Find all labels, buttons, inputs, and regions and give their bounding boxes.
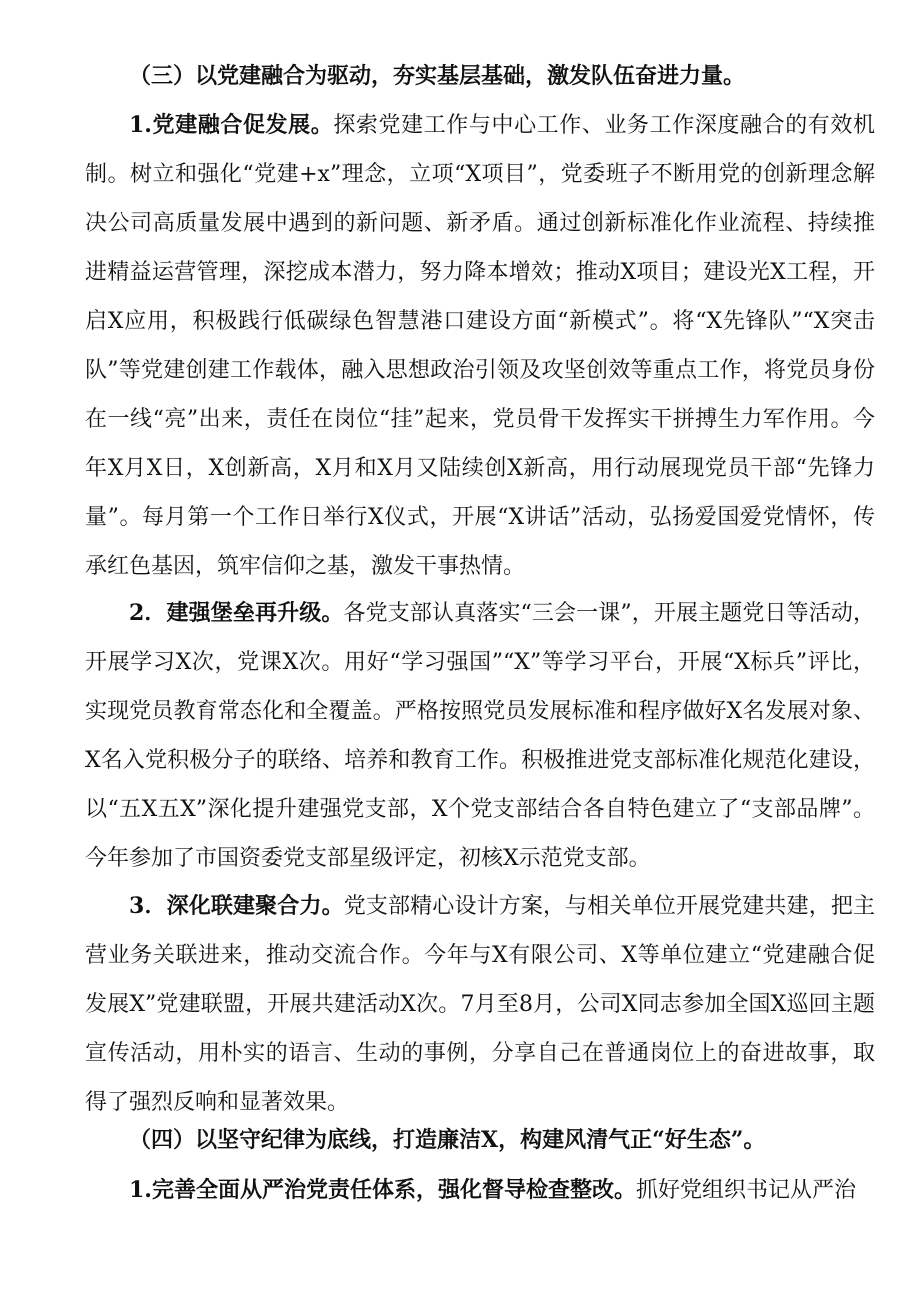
paragraph-text: 党支部精心设计方案，与相关单位开展党建共建，把主营业务关联进来，推动交流合作。今年与X有限公司、X等单位建立“党建融合促发展X”党建联盟，开展共建活动X次。7月至8月，公司X同志参加全国X巡回主题宣传活动，用朴实的语言、生动的事例，分享自己在普通岗位上的奋进故事，取得了强烈反响和显著效果。 [85, 894, 875, 1115]
paragraph-text: 探索党建工作与中心工作、业务工作深度融合的有效机制。树立和强化“党建+x”理念，立项“X项目”，党委班子不断用党的创新理念解决公司高质量发展中遇到的新问题、新矛盾。通过创新标准化作业流程、持续推进精益运营管理，深挖成本潜力，努力降本增效；推动X项目；建设光X工程，开启X应用，积极践行低碳绿色智慧港口建设方面“新模式”。将“X先锋队”“X突击队”等党建创建工作载体，融入思想政治引领及攻坚创效等重点工作，将党员身份在一线“亮”出来，责任在岗位“挂”起来，党员骨干发挥实干拼搏生力军作用。今年X月X日，X创新高，X月和X月又陆续创X新高，用行动展现党员干部“先锋力量”。每月第一个工作日举行X仪式，开展“X讲话”活动，弘扬爱国爱党情怀，传承红色基因，筑牢信仰之基，激发干事热情。 [85, 113, 875, 579]
section-4-heading: （四）以坚守纪律为底线，打造廉洁X，构建风清气正“好生态”。 [129, 1127, 766, 1153]
section-4-paragraph-1 [85, 1166, 875, 1215]
paragraph-title: 1.完善全面从严治党责任体系，强化督导检查整改。 [129, 1177, 636, 1203]
section-3-paragraph-2 [85, 589, 875, 883]
paragraph-title: 2．建强堡垒再升级。 [129, 600, 344, 626]
paragraph-text: 各党支部认真落实“三会一课”，开展主题党日等活动，开展学习X次，党课X次。用好“学习强国”“X”等学习平台，开展“X标兵”评比，实现党员教育常态化和全覆盖。严格按照党员发展标准和程序做好X名发展对象、X名入党积极分子的联络、培养和教育工作。积极推进党支部标准化规范化建设，以“五X五X”深化提升建强党支部，X个党支部结合各自特色建立了“支部品牌”。今年参加了市国资委党支部星级评定，初核X示范党支部。 [85, 601, 875, 871]
paragraph-text: 抓好党组织书记从严治 [635, 1178, 856, 1203]
section-3-paragraph-1 [85, 101, 875, 591]
section-3-heading: （三）以党建融合为驱动，夯实基层基础，激发队伍奋进力量。 [129, 63, 746, 89]
section-3-paragraph-3 [85, 882, 875, 1127]
paragraph-title: 3．深化联建聚合力。 [129, 893, 344, 919]
paragraph-title: 1.党建融合促发展。 [129, 112, 334, 138]
